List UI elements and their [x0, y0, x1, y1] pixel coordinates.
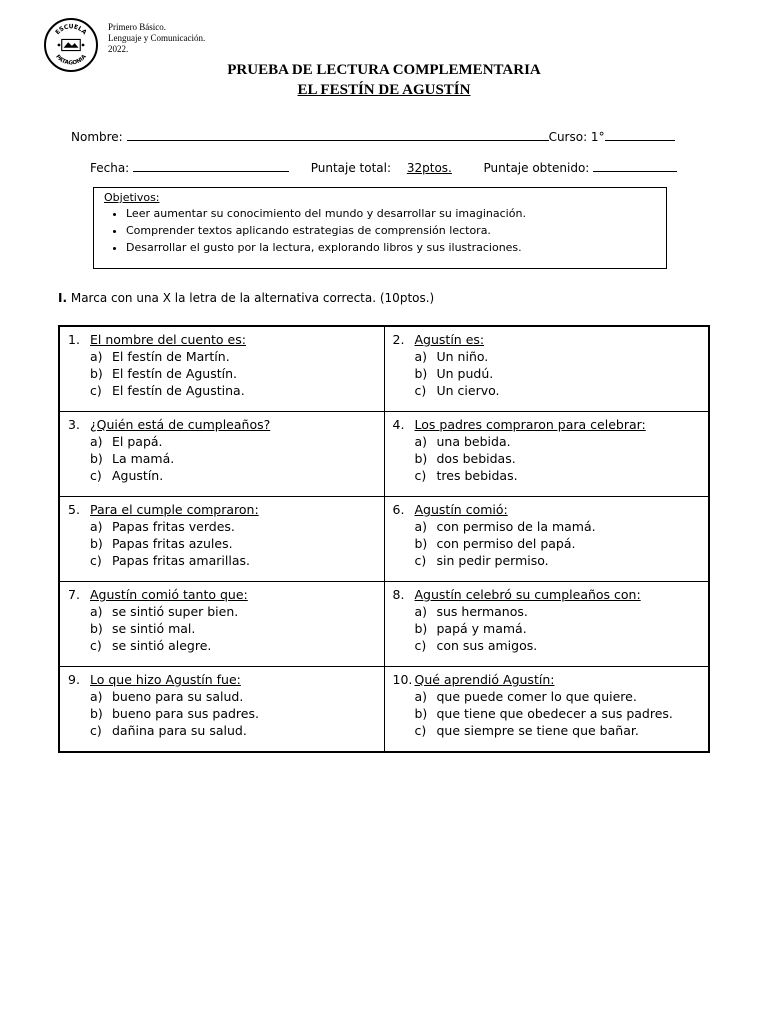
- puntaje-obtenido-label: Puntaje obtenido:: [483, 161, 590, 175]
- answer-option[interactable]: [68, 552, 380, 569]
- answer-option[interactable]: [393, 688, 705, 705]
- answer-option[interactable]: [68, 620, 380, 637]
- question-text: Agustín comió:: [414, 502, 508, 517]
- question: [68, 501, 380, 518]
- option-text: El festín de Agustín.: [112, 366, 238, 381]
- option-text: Un pudú.: [436, 366, 494, 381]
- question-number: 5.: [68, 502, 80, 517]
- option-text: con permiso de la mamá.: [436, 519, 596, 534]
- questions-row: [59, 582, 709, 667]
- option-text: El festín de Agustina.: [112, 383, 245, 398]
- questions-row: [59, 326, 709, 412]
- answer-option[interactable]: [393, 365, 705, 382]
- answer-option[interactable]: [68, 705, 380, 722]
- option-letter: c): [414, 383, 427, 398]
- option-text: Agustín.: [112, 468, 164, 483]
- option-text: se sintió alegre.: [112, 638, 212, 653]
- question-number: 10.: [392, 672, 413, 687]
- question-number: 8.: [392, 587, 405, 602]
- year: 2022.: [108, 44, 129, 54]
- question-number: 1.: [68, 332, 80, 347]
- answer-option[interactable]: [393, 603, 705, 620]
- question-number: 2.: [392, 332, 405, 347]
- curso-label: Curso: 1°: [548, 130, 605, 144]
- course-level: Primero Básico.: [108, 22, 166, 32]
- question-cell: [384, 667, 709, 753]
- question-number: 9.: [68, 672, 80, 687]
- option-letter: a): [414, 434, 428, 449]
- question-cell: [384, 497, 709, 582]
- logo-top-text: ESCUELA: [54, 23, 88, 37]
- option-text: Un niño.: [436, 349, 489, 364]
- answer-option[interactable]: [393, 467, 705, 484]
- question-cell: [59, 497, 384, 582]
- question: [393, 501, 705, 518]
- subject: Lenguaje y Comunicación.: [108, 33, 206, 43]
- objective-item: • Comprender textos aplicando estrategias de comprensión lectora.: [126, 222, 656, 239]
- option-letter: c): [90, 468, 102, 483]
- option-text: una bebida.: [436, 434, 511, 449]
- question-number: 4.: [392, 417, 405, 432]
- answer-option[interactable]: [68, 688, 380, 705]
- option-text: tres bebidas.: [436, 468, 518, 483]
- question-cell: [59, 326, 384, 412]
- option-letter: b): [90, 366, 103, 381]
- question-cell: [59, 667, 384, 753]
- option-letter: b): [90, 536, 103, 551]
- option-text: Papas fritas verdes.: [112, 519, 235, 534]
- answer-option[interactable]: [68, 467, 380, 484]
- question-number: 7.: [68, 587, 80, 602]
- answer-option[interactable]: [393, 348, 705, 365]
- option-text: Papas fritas azules.: [112, 536, 233, 551]
- option-text: papá y mamá.: [436, 621, 527, 636]
- option-text: dañina para su salud.: [112, 723, 247, 738]
- answer-option[interactable]: [68, 637, 380, 654]
- option-letter: b): [414, 621, 428, 636]
- option-text: bueno para su salud.: [112, 689, 244, 704]
- question-cell: [59, 582, 384, 667]
- question-cell: [59, 412, 384, 497]
- curso-field[interactable]: [605, 128, 675, 141]
- date-score-row: [90, 159, 677, 175]
- option-letter: b): [414, 451, 428, 466]
- option-letter: c): [90, 638, 102, 653]
- answer-option[interactable]: [393, 637, 705, 654]
- objectives-list: [104, 205, 656, 256]
- question: [393, 416, 705, 433]
- answer-option[interactable]: [68, 365, 380, 382]
- question-cell: [384, 326, 709, 412]
- option-letter: c): [90, 553, 102, 568]
- questions-row: [59, 412, 709, 497]
- option-letter: c): [414, 638, 427, 653]
- fecha-field[interactable]: [133, 159, 289, 172]
- option-letter: a): [414, 689, 428, 704]
- option-letter: c): [414, 553, 427, 568]
- puntaje-total-value: 32ptos.: [406, 161, 452, 175]
- svg-text:ESCUELA: [54, 23, 88, 36]
- option-letter: a): [90, 349, 103, 364]
- answer-option[interactable]: [393, 382, 705, 399]
- option-letter: b): [414, 366, 428, 381]
- nombre-label: Nombre:: [71, 130, 123, 144]
- question: [393, 331, 705, 348]
- answer-option[interactable]: [68, 518, 380, 535]
- question-text: Agustín comió tanto que:: [90, 587, 248, 602]
- option-letter: a): [90, 689, 103, 704]
- instruction: [58, 291, 434, 305]
- answer-option[interactable]: [68, 450, 380, 467]
- question-cell: [384, 582, 709, 667]
- objectives-box: [93, 187, 667, 269]
- questions-table: [58, 325, 710, 753]
- answer-option[interactable]: [393, 450, 705, 467]
- puntaje-obtenido-field[interactable]: [593, 159, 677, 172]
- option-text: dos bebidas.: [436, 451, 516, 466]
- nombre-field[interactable]: [127, 128, 549, 141]
- question: [68, 416, 380, 433]
- question-text: ¿Quién está de cumpleaños?: [90, 417, 271, 432]
- question-number: 3.: [68, 417, 80, 432]
- answer-option[interactable]: [393, 535, 705, 552]
- question-text: Qué aprendió Agustín:: [414, 672, 555, 687]
- answer-option[interactable]: [68, 433, 380, 450]
- question-text: Agustín es:: [414, 332, 485, 347]
- answer-option[interactable]: [393, 552, 705, 569]
- option-letter: b): [414, 536, 428, 551]
- option-text: Papas fritas amarillas.: [112, 553, 250, 568]
- option-text: Un ciervo.: [436, 383, 500, 398]
- option-letter: b): [90, 451, 103, 466]
- option-text: El papá.: [112, 434, 163, 449]
- option-text: La mamá.: [112, 451, 175, 466]
- question-text: Los padres compraron para celebrar:: [414, 417, 646, 432]
- fecha-label: Fecha:: [90, 161, 130, 175]
- name-course-row: [71, 128, 675, 144]
- option-text: que siempre se tiene que bañar.: [436, 723, 639, 738]
- question-cell: [384, 412, 709, 497]
- logo-bottom-text: PATAGONIA: [54, 53, 88, 67]
- option-text: El festín de Martín.: [112, 349, 230, 364]
- school-info: [108, 22, 205, 55]
- objective-item: • Leer aumentar su conocimiento del mundo y desarrollar su imaginación.: [126, 205, 656, 222]
- option-letter: b): [414, 706, 428, 721]
- instruction-text: Marca con una X la letra de la alternativa correcta. (10ptos.): [67, 291, 435, 305]
- answer-option[interactable]: [68, 603, 380, 620]
- question-text: El nombre del cuento es:: [90, 332, 246, 347]
- answer-option[interactable]: [68, 348, 380, 365]
- questions-row: [59, 497, 709, 582]
- question-text: Para el cumple compraron:: [90, 502, 259, 517]
- option-text: bueno para sus padres.: [112, 706, 259, 721]
- option-letter: c): [90, 723, 102, 738]
- option-letter: c): [90, 383, 102, 398]
- option-letter: c): [414, 723, 427, 738]
- option-letter: c): [414, 468, 427, 483]
- option-text: sin pedir permiso.: [436, 553, 549, 568]
- answer-option[interactable]: [393, 620, 705, 637]
- question: [68, 671, 380, 688]
- option-text: se sintió mal.: [112, 621, 196, 636]
- question: [393, 586, 705, 603]
- option-text: con permiso del papá.: [436, 536, 576, 551]
- objective-item: • Desarrollar el gusto por la lectura, explorando libros y sus ilustraciones.: [126, 239, 656, 256]
- questions-row: [59, 667, 709, 753]
- option-letter: a): [90, 604, 103, 619]
- answer-option[interactable]: [393, 518, 705, 535]
- answer-option[interactable]: [68, 722, 380, 739]
- option-letter: a): [414, 349, 428, 364]
- test-title: PRUEBA DE LECTURA COMPLEMENTARIA: [227, 62, 541, 78]
- question: [68, 331, 380, 348]
- book-title: EL FESTÍN DE AGUSTÍN: [297, 82, 471, 98]
- answer-option[interactable]: [68, 535, 380, 552]
- question-text: Agustín celebró su cumpleaños con:: [414, 587, 641, 602]
- option-text: sus hermanos.: [436, 604, 528, 619]
- option-text: con sus amigos.: [436, 638, 538, 653]
- option-letter: a): [414, 519, 428, 534]
- answer-option[interactable]: [393, 705, 705, 722]
- option-text: se sintió super bien.: [112, 604, 239, 619]
- question: [68, 586, 380, 603]
- option-letter: a): [90, 434, 103, 449]
- question: [393, 671, 705, 688]
- answer-option[interactable]: [393, 433, 705, 450]
- answer-option[interactable]: [393, 722, 705, 739]
- puntaje-total-label: Puntaje total:: [310, 161, 392, 175]
- question-text: Lo que hizo Agustín fue:: [90, 672, 241, 687]
- option-letter: b): [90, 706, 103, 721]
- answer-option[interactable]: [68, 382, 380, 399]
- objectives-heading: Objetivos:: [104, 191, 160, 204]
- option-text: que puede comer lo que quiere.: [436, 689, 637, 704]
- option-letter: a): [414, 604, 428, 619]
- option-text: que tiene que obedecer a sus padres.: [436, 706, 673, 721]
- section-number: I.: [58, 291, 68, 305]
- option-letter: a): [90, 519, 103, 534]
- question-number: 6.: [392, 502, 405, 517]
- option-letter: b): [90, 621, 103, 636]
